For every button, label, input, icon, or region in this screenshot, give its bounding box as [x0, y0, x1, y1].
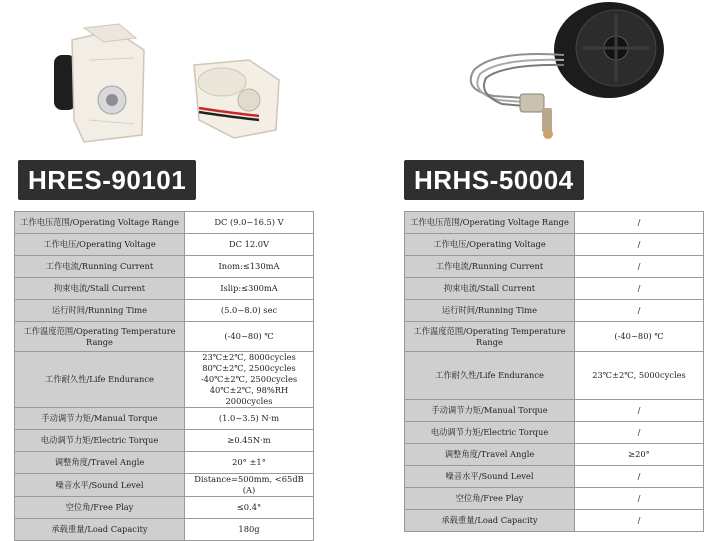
model-badge: HRHS-50004: [404, 160, 584, 200]
spec-value: /: [575, 510, 704, 532]
spec-label: 手动调节力矩/Manual Torque: [405, 400, 575, 422]
spec-value: /: [575, 234, 704, 256]
spec-row: [15, 322, 314, 352]
spec-label: 拘束电流/Stall Current: [405, 278, 575, 300]
spec-row: [405, 300, 704, 322]
spec-value-line: 40℃±2℃, 98%RH 2000cycles: [209, 385, 289, 406]
spec-label: 承载重量/Load Capacity: [15, 519, 185, 541]
spec-value: (1.0~3.5) N·m: [185, 408, 314, 430]
spec-row: [15, 352, 314, 408]
spec-row: [405, 256, 704, 278]
model-badge: HRES-90101: [18, 160, 196, 200]
spec-row: [15, 300, 314, 322]
spec-row: [15, 519, 314, 541]
spec-row: [405, 322, 704, 352]
spec-table: [14, 211, 314, 541]
spec-value: (-40~80) ℃: [185, 322, 314, 352]
spec-label: 承载重量/Load Capacity: [405, 510, 575, 532]
spec-label: 噪音水平/Sound Level: [15, 474, 185, 497]
spec-table: [404, 211, 704, 532]
spec-row: [405, 466, 704, 488]
spec-value: Distance=500mm, <65dB (A): [185, 474, 314, 497]
spec-label: 运行时间/Running Time: [405, 300, 575, 322]
spec-value: 20° ±1°: [185, 452, 314, 474]
spec-row: [405, 234, 704, 256]
spec-label: 调整角度/Travel Angle: [15, 452, 185, 474]
spec-label: 电动调节力矩/Electric Torque: [405, 422, 575, 444]
spec-row: [15, 497, 314, 519]
spec-label: 工作电压范围/Operating Voltage Range: [405, 212, 575, 234]
spec-row: [15, 452, 314, 474]
spec-value: ≥20°: [575, 444, 704, 466]
spec-value: ≥0.45N·m: [185, 430, 314, 452]
spec-row: [405, 352, 704, 400]
spec-label: 空位角/Free Play: [15, 497, 185, 519]
spec-value: /: [575, 300, 704, 322]
spec-label: 工作电压/Operating Voltage: [15, 234, 185, 256]
spec-label: 工作温度范围/Operating Temperature Range: [405, 322, 575, 352]
spec-label: 空位角/Free Play: [405, 488, 575, 510]
spec-label: 工作温度范围/Operating Temperature Range: [15, 322, 185, 352]
actuator-product-photo: [44, 20, 294, 145]
spec-value-line: 23℃±2℃, 8000cycles: [202, 352, 296, 362]
spec-row: [15, 430, 314, 452]
spec-row: [405, 212, 704, 234]
spec-row: [405, 400, 704, 422]
spec-value-line: -40℃±2℃, 2500cycles: [200, 374, 298, 384]
spec-row: [15, 234, 314, 256]
spec-label: 工作电压范围/Operating Voltage Range: [15, 212, 185, 234]
heater-connector-product-photo: [454, 0, 704, 150]
spec-label: 工作电流/Running Current: [15, 256, 185, 278]
spec-label: 工作耐久性/Life Endurance: [405, 352, 575, 400]
spec-value: /: [575, 488, 704, 510]
spec-value: DC 12.0V: [185, 234, 314, 256]
spec-label: 工作耐久性/Life Endurance: [15, 352, 185, 408]
spec-value: /: [575, 278, 704, 300]
spec-row: [15, 212, 314, 234]
spec-label: 拘束电流/Stall Current: [15, 278, 185, 300]
spec-value: (5.0~8.0) sec: [185, 300, 314, 322]
spec-value: /: [575, 466, 704, 488]
spec-value: /: [575, 212, 704, 234]
spec-row: [405, 278, 704, 300]
spec-label: 运行时间/Running Time: [15, 300, 185, 322]
spec-row: [15, 256, 314, 278]
spec-value: (-40~80) ℃: [575, 322, 704, 352]
spec-row: [405, 422, 704, 444]
spec-value: DC (9.0~16.5) V: [185, 212, 314, 234]
spec-row: [15, 278, 314, 300]
spec-row: [405, 510, 704, 532]
spec-label: 工作电流/Running Current: [405, 256, 575, 278]
spec-value: ≤0.4°: [185, 497, 314, 519]
spec-value: /: [575, 400, 704, 422]
spec-value: 180g: [185, 519, 314, 541]
spec-label: 工作电压/Operating Voltage: [405, 234, 575, 256]
spec-label: 手动调节力矩/Manual Torque: [15, 408, 185, 430]
spec-value: Islip:≤300mA: [185, 278, 314, 300]
spec-row: [15, 408, 314, 430]
spec-value: /: [575, 422, 704, 444]
spec-label: 噪音水平/Sound Level: [405, 466, 575, 488]
spec-row: [405, 444, 704, 466]
spec-value: /: [575, 256, 704, 278]
spec-value: Inom:≤130mA: [185, 256, 314, 278]
spec-label: 电动调节力矩/Electric Torque: [15, 430, 185, 452]
spec-value-line: 80℃±2℃, 2500cycles: [202, 363, 296, 373]
spec-label: 调整角度/Travel Angle: [405, 444, 575, 466]
spec-row: [405, 488, 704, 510]
spec-row: [15, 474, 314, 497]
spec-value: 23℃±2℃, 5000cycles: [575, 352, 704, 400]
spec-value: [185, 352, 314, 408]
